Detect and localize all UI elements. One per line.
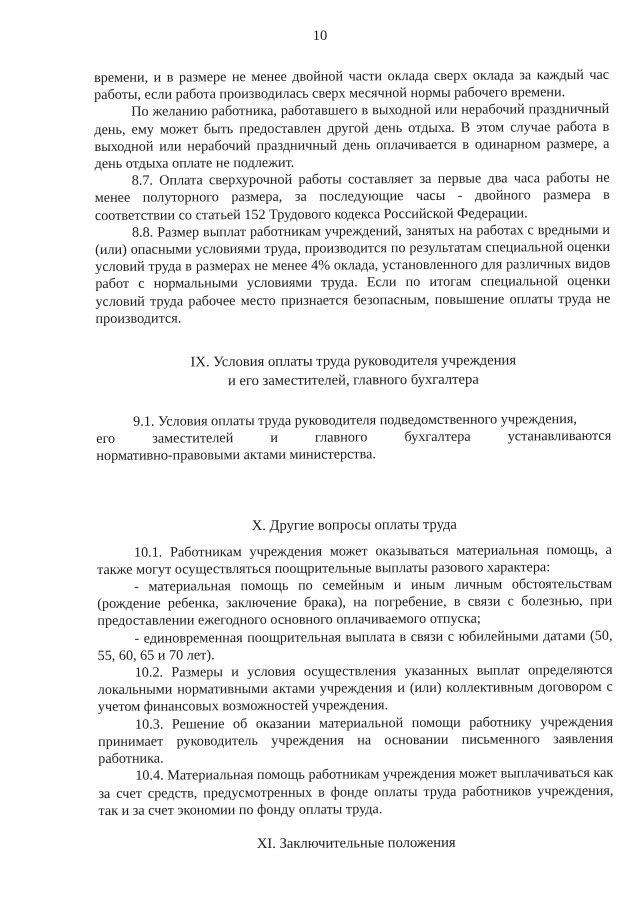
section-heading-line: IX. Условия оплаты труда руководителя учреждения [190,352,517,371]
section-heading-line: X. Другие вопросы оплаты труда [251,516,457,534]
section-heading [99,833,614,855]
paragraph: По желанию работника, работавшего в выходной или нерабочий праздничный день, ему может быть предоставлен другой день отдыха. В этом случае работа в выходной или нерабочий праздничный день оплачивается в одинарном размере, а день отдыха оплате не подлежит. [94,101,610,173]
paragraph: 8.8. Размер выплат работникам учреждений, занятых на работах с вредными и (или) опасными условиями труда, производится по результатам специальной оценки условий труда в размерах не менее 4% оклада, установленного для различных видов работ с нормальными условиями труда. Если по итогам специальной оценки условий труда рабочее место признается безопасным, повышение оплаты труда не производится. [95,221,611,327]
paragraph: 10.1. Работникам учреждения может оказываться материальная помощь, а также могут осуществляться поощрительные выплаты разового характера: [97,541,612,578]
section-heading [96,351,611,392]
paragraph: 9.1. Условия оплаты труда руководителя подведомственного учреждения, [133,411,577,430]
paragraph: 10.3. Решение об оказании материальной помощи работнику учреждения принимает руководитель учреждения на основании письменного заявления работника. [98,713,614,768]
paragraph: - материальная помощь по семейным и иным личным обстоятельствам (рождение ребенка, заключение брака), на погребение, в связи с болезнью, при предоставлении ежегодного основного оплачиваемого отпуска; [97,575,613,630]
paragraph: 8.7. Оплата сверхурочной работы составляет за первые два часа работы не менее полуторного размера, за последующие часы - двойного размера в соответствии со статьей 152 Трудового кодекса Российской Федерации. [94,170,610,224]
document-body [94,67,614,855]
paragraph: времени, и в размере не менее двойной части оклада сверх оклада за каждый час работы, если работа производилась сверх месячной нормы рабочего времени. [94,66,610,104]
paragraph: 10.2. Размеры и условия осуществления указанных выплат определяются локальными нормативными актами учреждения и (или) коллективным договором с учетом финансовых возможностей учреждения. [97,661,613,716]
section-heading [97,515,612,537]
section-heading-line: и его заместителей, главного бухгалтера [227,371,479,390]
paragraph: - единовременная поощрительная выплата в связи с юбилейными датами (50, 55, 60, 65 и 70 лет). [97,627,613,664]
section-heading-line: XI. Заключительные положения [256,834,456,852]
paragraph: нормативно-правовыми актами министерства. [96,446,376,465]
paragraph: его заместителей и главного бухгалтера устанавливаются [96,428,612,448]
page-number: 10 [312,28,328,44]
paragraph: 10.4. Материальная помощь работникам учреждения может выплачиваться как за счет средств, предусмотренных в фонде оплаты труда работников учреждения, так и за счет экономии по фонду оплаты труда. [98,765,614,819]
